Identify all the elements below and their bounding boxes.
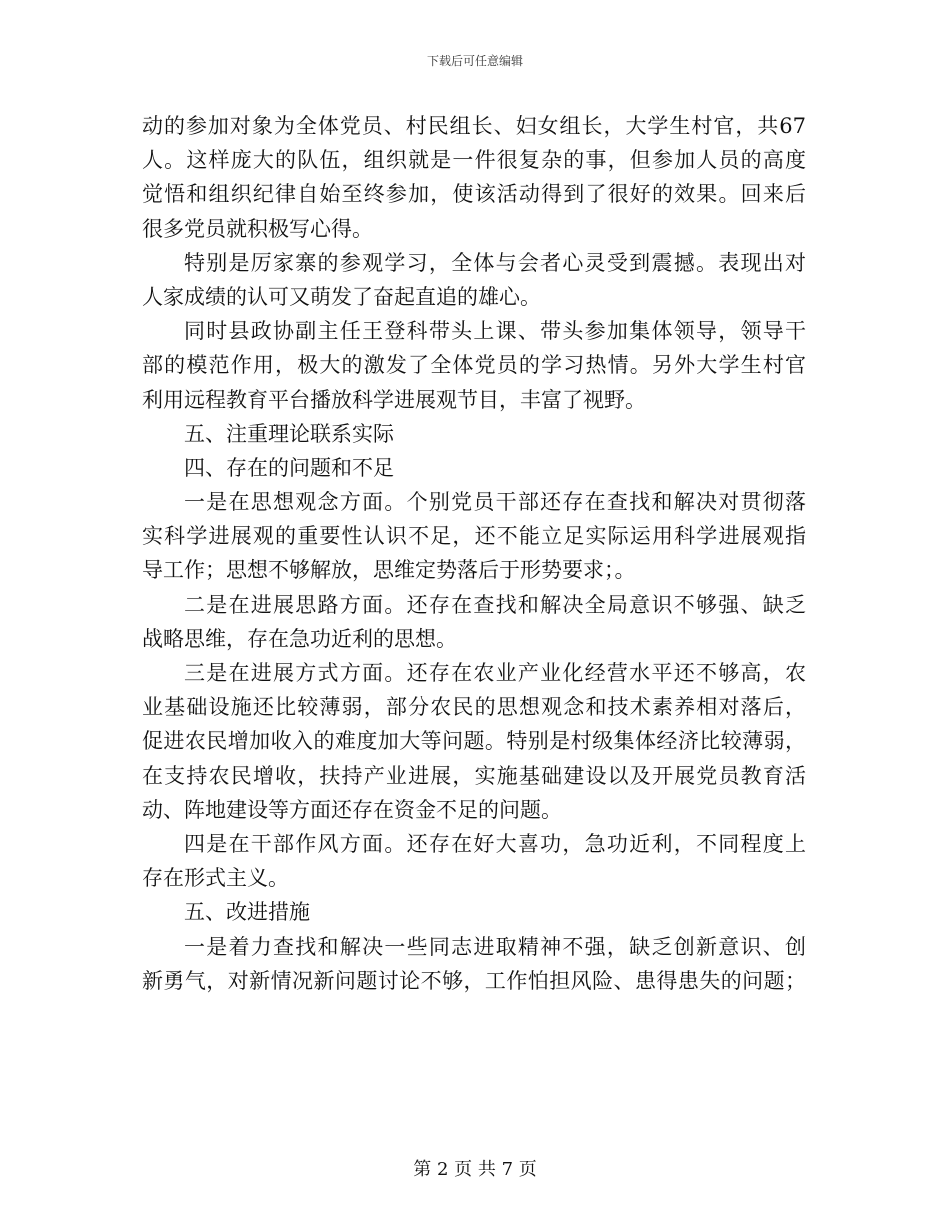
paragraph-start-line: 二是在进展思路方面。还存在查找和解决全局意识不够强、缺乏: [184, 592, 806, 617]
section-heading: 五、改进措施: [184, 900, 310, 925]
document-body: [142, 109, 806, 998]
text-line: 动的参加对象为全体党员、村民组长、妇女组长，大学生村官，共67: [142, 114, 806, 138]
text-line: 人。这样庞大的队伍，组织就是一件很复杂的事，但参加人员的高度: [142, 148, 806, 173]
text-line: 业基础设施还比较薄弱，部分农民的思想观念和技术素养相对落后，: [142, 695, 806, 720]
text-line: 战略思维，存在急功近利的思想。: [142, 626, 457, 651]
text-line: 促进农民增加收入的难度加大等问题。特别是村级集体经济比较薄弱，: [142, 729, 806, 754]
text-line: 实科学进展观的重要性认识不足，还不能立足实际运用科学进展观指: [142, 524, 806, 549]
text-line: 动、阵地建设等方面还存在资金不足的问题。: [142, 797, 562, 822]
text-line: 很多党员就积极写心得。: [142, 216, 373, 241]
paragraph-start-line: 特别是厉家寨的参观学习，全体与会者心灵受到震撼。表现出对: [184, 250, 806, 275]
page-number: 第 2 页 共 7 页: [413, 1159, 537, 1180]
section-heading: 五、注重理论联系实际: [184, 421, 394, 446]
paragraph-start-line: 三是在进展方式方面。还存在农业产业化经营水平还不够高，农: [184, 661, 806, 685]
text-line: 存在形式主义。: [142, 866, 289, 891]
text-line: 人家成绩的认可又萌发了奋起直追的雄心。: [142, 284, 541, 309]
text-line: 在支持农民增收，扶持产业进展，实施基础建设以及开展党员教育活: [142, 763, 806, 788]
text-line: 部的模范作用，极大的激发了全体党员的学习热情。另外大学生村官: [142, 353, 806, 378]
header-note: 下载后可任意编辑: [426, 54, 523, 68]
section-heading: 四、存在的问题和不足: [184, 455, 394, 480]
paragraph-start-line: 同时县政协副主任王登科带头上课、带头参加集体领导，领导干: [184, 319, 806, 344]
paragraph-start-line: 一是在思想观念方面。个别党员干部还存在查找和解决对贯彻落: [184, 490, 806, 515]
text-line: 利用远程教育平台播放科学进展观节目，丰富了视野。: [142, 387, 646, 412]
paragraph-start-line: 一是着力查找和解决一些同志进取精神不强，缺乏创新意识、创: [184, 934, 806, 959]
text-line: 新勇气，对新情况新问题讨论不够，工作怕担风险、患得患失的问题；: [142, 968, 806, 993]
paragraph-start-line: 四是在干部作风方面。还存在好大喜功，急功近利，不同程度上: [184, 831, 806, 856]
text-line: 觉悟和组织纪律自始至终参加，使该活动得到了很好的效果。回来后: [142, 182, 806, 207]
text-line: 导工作；思想不够解放，思维定势落后于形势要求；。: [142, 558, 636, 583]
